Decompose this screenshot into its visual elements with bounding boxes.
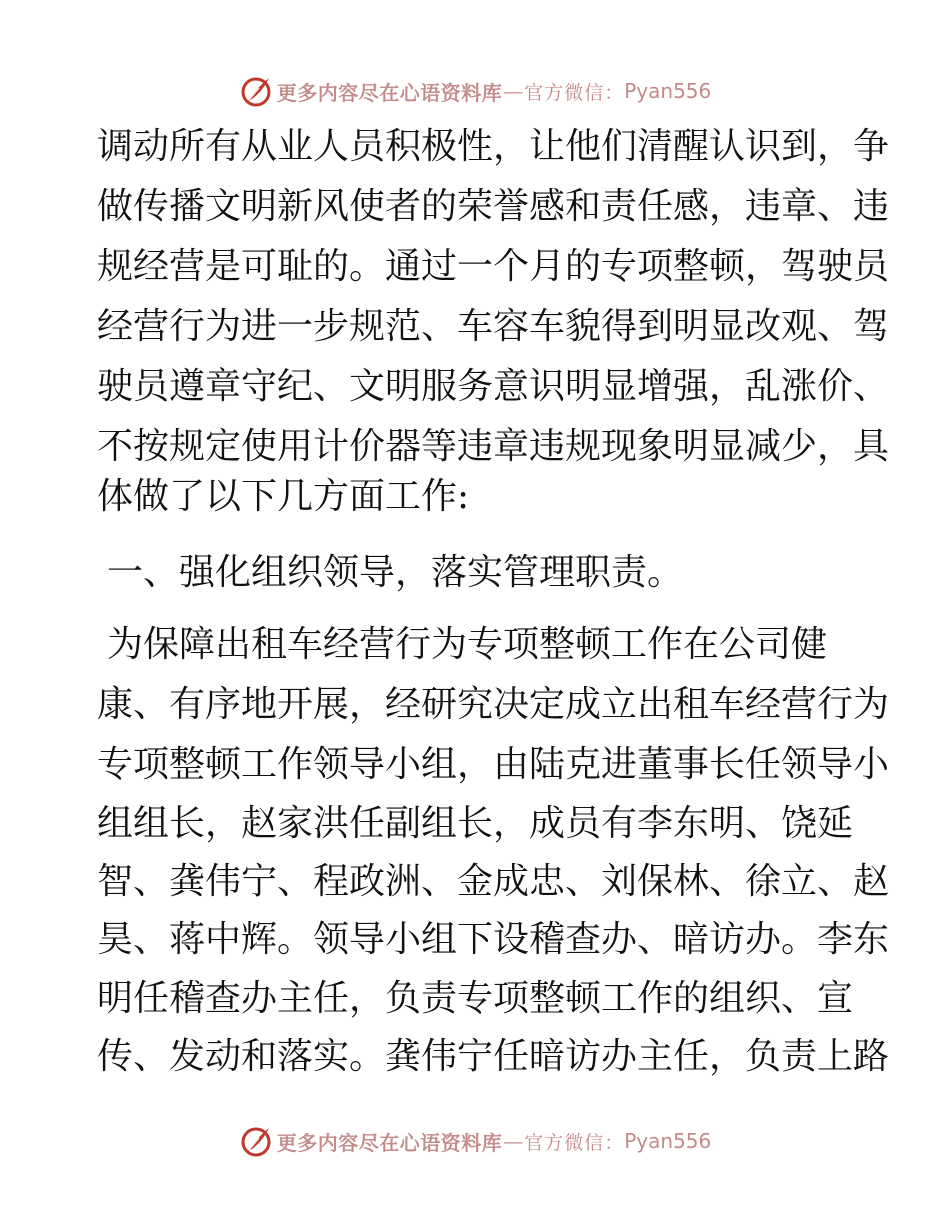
header-banner-label: 官方微信：	[524, 81, 625, 104]
paragraph-line: 调动所有从业人员积极性，让他们清醒认识到，争	[97, 126, 890, 167]
paragraph-line: 康、有序地开展，经研究决定成立出租车经营行为	[97, 684, 890, 725]
header-banner-id: Pyan556	[624, 79, 712, 103]
paragraph-line: 规经营是可耻的。通过一个月的专项整顿，驾驶员	[97, 246, 890, 287]
paragraph-line: 不按规定使用计价器等违章违规现象明显减少，具	[97, 426, 890, 467]
footer-banner	[0, 1121, 950, 1161]
footer-banner-id: Pyan556	[624, 1129, 712, 1153]
paragraph-line: 经营行为进一步规范、车容车貌得到明显改观、驾	[97, 306, 890, 347]
paragraph-line: 组组长，赵家洪任副组长，成员有李东明、饶延	[97, 803, 854, 844]
footer-banner-text: 更多内容尽在心语资料库	[276, 1130, 503, 1155]
header-banner-text: 更多内容尽在心语资料库	[276, 80, 503, 105]
section-heading: 一、强化组织领导，落实管理职责。	[107, 552, 684, 593]
paragraph-line: 做传播文明新风使者的荣誉感和责任感，违章、违	[97, 186, 890, 227]
paragraph-line: 专项整顿工作领导小组，由陆克进董事长任领导小	[97, 744, 890, 785]
header-banner	[0, 71, 950, 111]
footer-banner-label: 官方微信：	[524, 1131, 625, 1154]
paragraph-line: 智、龚伟宁、程政洲、金成忠、刘保林、徐立、赵	[97, 861, 890, 902]
quill-logo-icon	[239, 1124, 273, 1158]
paragraph-line: 为保障出租车经营行为专项整顿工作在公司健	[107, 624, 828, 665]
paragraph-line: 传、发动和落实。龚伟宁任暗访办主任，负责上路	[97, 1036, 890, 1077]
paragraph-line: 驶员遵章守纪、文明服务意识明显增强，乱涨价、	[97, 366, 890, 407]
paragraph-line: 明任稽查办主任，负责专项整顿工作的组织、宣	[97, 978, 854, 1019]
header-banner-separator: —	[503, 79, 524, 103]
paragraph-line: 昊、蒋中辉。领导小组下设稽查办、暗访办。李东	[97, 919, 890, 960]
paragraph-line: 体做了以下几方面工作:	[97, 476, 470, 517]
quill-logo-icon	[239, 74, 273, 108]
footer-banner-separator: —	[503, 1129, 524, 1153]
